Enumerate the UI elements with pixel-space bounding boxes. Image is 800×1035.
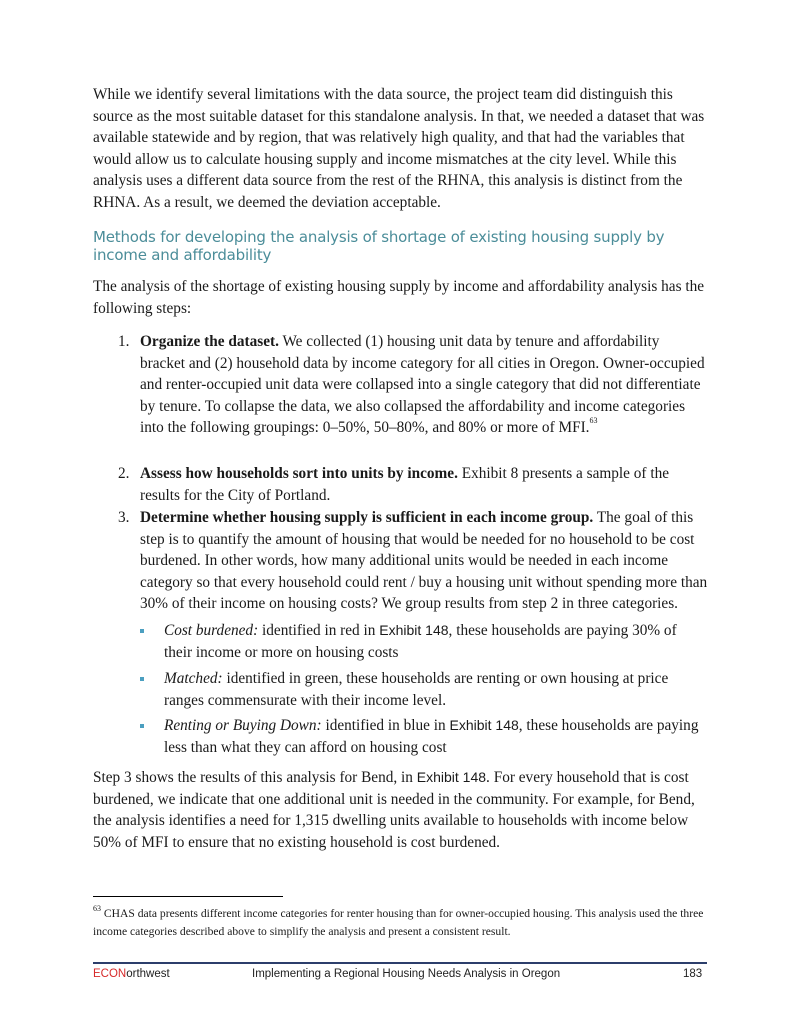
footer-brand [93, 968, 170, 980]
footer-rule [93, 962, 707, 964]
exhibit-link[interactable]: Exhibit 148 [449, 717, 519, 733]
section-heading: Methods for developing the analysis of shortage of existing housing supply by income and affordability [93, 228, 665, 264]
footnote [93, 905, 713, 941]
step-title: Assess how households sort into units by income. [140, 465, 458, 482]
step-text: The goal of this step is to quantify the amount of housing that would be needed for no household to be cost burdened. In other words, how many additional units would be needed in each income category so that every household could rent / buy a housing unit without spending more than 30% of their income on housing costs? We group results from step 2 in three categories. [140, 509, 708, 612]
footnote-divider [93, 896, 283, 897]
steps-intro-paragraph: The analysis of the shortage of existing housing supply by income and affordability analysis has the following steps: [93, 278, 705, 317]
exhibit-link[interactable]: Exhibit 148 [416, 769, 487, 785]
exhibit-link[interactable]: Exhibit 148 [379, 622, 449, 638]
step-number: 2. [118, 465, 130, 482]
step-number: 1. [118, 333, 130, 350]
step-item-3 [118, 507, 708, 615]
bullet-icon [140, 724, 144, 728]
step-title: Organize the dataset. [140, 333, 279, 350]
paragraph-text: Step 3 shows the results of this analysis for Bend, in [93, 769, 417, 786]
bullet-renting-down [140, 715, 706, 758]
footnote-ref[interactable]: 63 [589, 416, 598, 425]
brand-econ: ECON [93, 968, 127, 980]
intro-paragraph: While we identify several limitations with the data source, the project team did distinguish this source as the most suitable dataset for this standalone analysis. In that, we needed a dataset that was available statewide and by region, that was relatively high quality, and that had the variables that would allow us to calculate housing supply and income mismatches at the city level. While this analysis uses a different data source from the rest of the RHNA, this analysis is distinct from the RHNA. As a result, we deemed the deviation acceptable. [93, 86, 705, 211]
bullet-text: , these households are paying 30% of their income or more on housing costs [164, 622, 677, 661]
footer-title: Implementing a Regional Housing Needs Analysis in Oregon [252, 968, 561, 980]
step-text: We collected (1) housing unit data by tenure and affordability bracket and (2) household data by income category for all cities in Oregon. Owner-occupied and renter-occupied unit data were collapsed into a single category that did not differentiate by tenure. To collapse the data, we also collapsed the affordability and income categories into the following groupings: 0–50%, 50–80%, and 80% or more of MFI. [140, 333, 705, 436]
bullet-text: identified in blue in [321, 717, 450, 734]
footnote-number: 63 [93, 904, 101, 913]
page-number: 183 [683, 968, 703, 980]
bullet-cost-burdened [140, 620, 706, 663]
bullet-term: Renting or Buying Down: [164, 717, 322, 734]
footnote-text: CHAS data presents different income categories for renter housing than for owner-occupied housing. This analysis used the three income categories described above to simplify the analysis and present a consistent result. [93, 907, 704, 938]
step-title: Determine whether housing supply is sufficient in each income group. [140, 509, 594, 526]
bullet-text: , these households are paying less than what they can afford on housing cost [164, 717, 699, 756]
paragraph-text: . For every household that is cost burdened, we indicate that one additional unit is needed in the community. For example, for Bend, the analysis identifies a need for 1,315 dwelling units available to households with income below 50% of MFI to ensure that no existing household is cost burdened. [93, 769, 695, 851]
bullet-matched [140, 668, 706, 711]
bullet-term: Cost burdened: [164, 622, 259, 639]
step-text: Exhibit 8 presents a sample of the results for the City of Portland. [140, 465, 670, 504]
step-item-2 [118, 463, 708, 506]
bullet-icon [140, 677, 144, 681]
bullet-term: Matched: [164, 670, 223, 687]
step-number: 3. [118, 509, 130, 526]
results-paragraph [93, 767, 707, 853]
brand-rest: orthwest [126, 968, 170, 980]
bullet-icon [140, 629, 144, 633]
step-item-1 [118, 331, 708, 439]
bullet-text: identified in green, these households are renting or own housing at price ranges commensurate with their income level. [164, 670, 669, 709]
bullet-text: identified in red in [258, 622, 380, 639]
